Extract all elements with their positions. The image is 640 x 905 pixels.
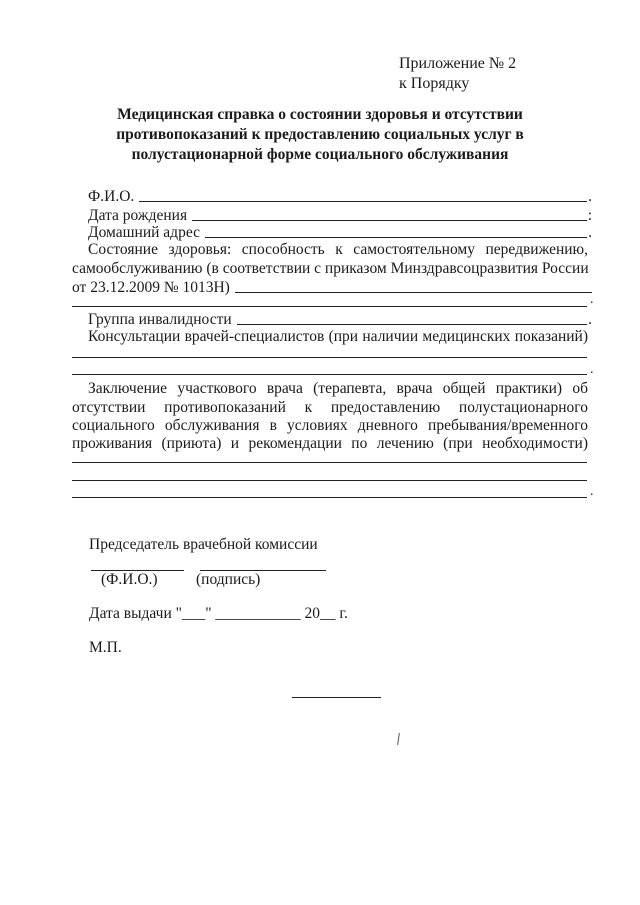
fio-period: . (588, 188, 592, 205)
conclusion-line-2: отсутствии противопоказаний к предоставлению полустационарного (72, 399, 588, 416)
fio-row (72, 186, 592, 206)
disability-row (72, 309, 592, 329)
health-extra-line[interactable] (72, 306, 587, 307)
fio-label: Ф.И.О. (88, 188, 135, 205)
document-title (0, 105, 640, 165)
scan-mark (397, 733, 400, 745)
title-line-2: противопоказаний к предоставлению социальных услуг в (116, 126, 524, 143)
health-field[interactable] (235, 278, 592, 293)
appendix-header (399, 54, 516, 94)
health-line-1: Состояние здоровья: способность к самостоятельному передвижению, (88, 241, 588, 258)
birth-date-label: Дата рождения (88, 207, 188, 224)
fio-field[interactable] (139, 187, 587, 202)
chairman-label: Председатель врачебной комиссии (89, 536, 318, 553)
conclusion-line-4: проживания (приюта) и рекомендации по лечению (при необходимости) (72, 435, 588, 452)
health-line-2: самообслуживанию (в соответствии с приказом Минздравсоцразвития России (72, 260, 589, 277)
health-line-3-row (72, 277, 592, 297)
disability-label: Группа инвалидности (88, 311, 232, 328)
birth-date-field[interactable] (192, 206, 587, 221)
appendix-reference: к Порядку (399, 75, 470, 92)
disability-field[interactable] (237, 310, 587, 325)
title-line-1: Медицинская справка о состоянии здоровья и отсутствии (117, 106, 523, 123)
home-address-period: . (588, 224, 592, 241)
conclusion-field-line-3[interactable] (72, 497, 587, 498)
signature-caption: (подпись) (196, 571, 261, 588)
footer-separator (292, 697, 381, 698)
stamp-place: М.П. (89, 639, 122, 656)
consultations-label: Консультации врачей-специалистов (при наличии медицинских показаний) (88, 328, 588, 345)
birth-date-colon: : (587, 207, 592, 224)
conclusion-line-1: Заключение участкового врача (терапевта, врача общей практики) об (88, 380, 588, 397)
appendix-number: Приложение № 2 (399, 55, 517, 72)
fio-caption: (Ф.И.О.) (101, 571, 158, 588)
title-line-3: полустационарной форме социального обслуживания (131, 146, 509, 163)
issue-date: Дата выдачи "___" ___________ 20__ г. (89, 605, 348, 622)
consultations-line-2[interactable] (72, 374, 587, 375)
conclusion-line-3: социального обслуживания в условиях дневного пребывания/временного (72, 417, 588, 434)
conclusion-period: . (590, 484, 594, 499)
conclusion-field-line-1[interactable] (72, 462, 587, 463)
disability-period: . (588, 311, 592, 328)
home-address-field[interactable] (205, 223, 587, 238)
consultations-line-1[interactable] (72, 357, 587, 358)
health-period: . (590, 292, 594, 307)
home-address-label: Домашний адрес (88, 224, 200, 241)
home-address-row (72, 222, 592, 242)
health-line-3: от 23.12.2009 № 1013Н) (72, 279, 230, 296)
conclusion-field-line-2[interactable] (72, 480, 587, 481)
consultations-period: . (590, 362, 594, 377)
